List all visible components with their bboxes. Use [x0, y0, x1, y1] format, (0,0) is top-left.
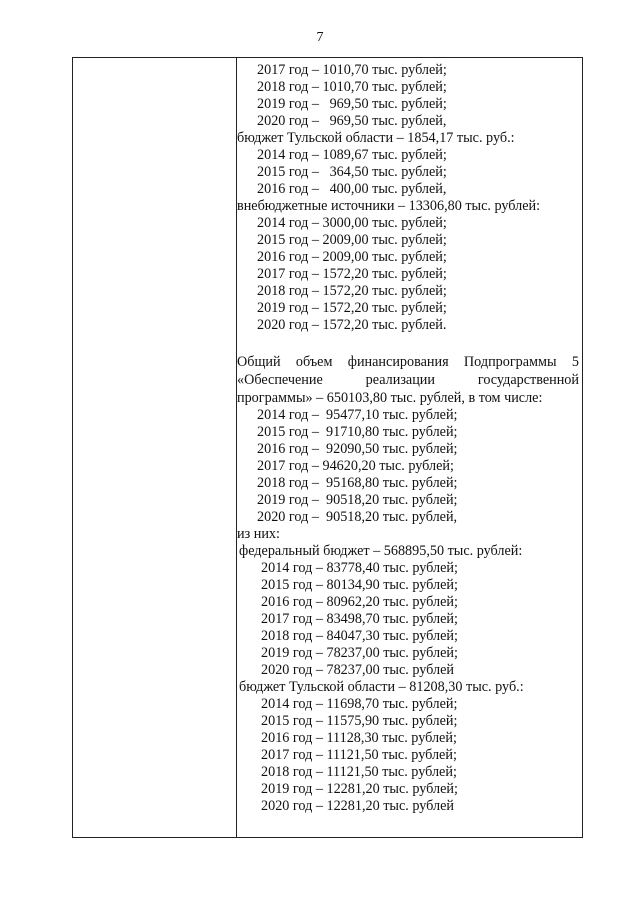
year-line: 2018 год – 84047,30 тыс. рублей;: [261, 628, 458, 644]
year-line: 2016 год – 80962,20 тыс. рублей;: [261, 594, 458, 610]
year-line: 2015 год – 2009,00 тыс. рублей;: [257, 232, 447, 248]
page-number: 7: [316, 30, 324, 45]
federal-budget-heading: федеральный бюджет – 568895,50 тыс. рублей:: [239, 543, 523, 559]
year-line: 2016 год – 11128,30 тыс. рублей;: [261, 730, 457, 746]
year-line: 2016 год – 92090,50 тыс. рублей;: [257, 441, 458, 457]
year-line: 2020 год – 12281,20 тыс. рублей: [261, 798, 454, 814]
year-line: 2016 год – 2009,00 тыс. рублей;: [257, 249, 447, 265]
subprogram-paragraph-line: программы» – 650103,80 тыс. рублей, в том числе:: [237, 390, 543, 406]
subprogram-paragraph-line: Общий объем финансирования Подпрограммы 5: [237, 354, 579, 370]
year-line: 2020 год – 90518,20 тыс. рублей,: [257, 509, 458, 525]
year-line: 2015 год – 364,50 тыс. рублей;: [257, 164, 447, 180]
year-line: 2019 год – 90518,20 тыс. рублей;: [257, 492, 458, 508]
year-line: 2014 год – 83778,40 тыс. рублей;: [261, 560, 458, 576]
year-line: 2014 год – 95477,10 тыс. рублей;: [257, 407, 458, 423]
regional-budget-heading: бюджет Тульской области – 81208,30 тыс. руб.:: [239, 679, 524, 695]
year-line: 2015 год – 80134,90 тыс. рублей;: [261, 577, 458, 593]
year-line: 2019 год – 969,50 тыс. рублей;: [257, 96, 447, 112]
year-line: 2018 год – 95168,80 тыс. рублей;: [257, 475, 458, 491]
year-line: 2014 год – 3000,00 тыс. рублей;: [257, 215, 447, 231]
year-line: 2019 год – 1572,20 тыс. рублей;: [257, 300, 447, 316]
year-line: 2020 год – 78237,00 тыс. рублей: [261, 662, 454, 678]
year-line: 2020 год – 969,50 тыс. рублей,: [257, 113, 447, 129]
year-line: 2018 год – 1010,70 тыс. рублей;: [257, 79, 447, 95]
year-line: 2019 год – 12281,20 тыс. рублей;: [261, 781, 458, 797]
year-line: 2017 год – 94620,20 тыс. рублей;: [257, 458, 454, 474]
year-line: 2015 год – 11575,90 тыс. рублей;: [261, 713, 458, 729]
year-line: 2016 год – 400,00 тыс. рублей,: [257, 181, 447, 197]
year-line: 2017 год – 11121,50 тыс. рублей;: [261, 747, 457, 763]
year-line: 2017 год – 1010,70 тыс. рублей;: [257, 62, 447, 78]
offbudget-heading: внебюджетные источники – 13306,80 тыс. рублей:: [237, 198, 541, 214]
year-line: 2017 год – 83498,70 тыс. рублей;: [261, 611, 458, 627]
financing-table: [72, 57, 583, 838]
year-line: 2018 год – 11121,50 тыс. рублей;: [261, 764, 457, 780]
year-line: 2018 год – 1572,20 тыс. рублей;: [257, 283, 447, 299]
table-left-column: [73, 58, 237, 837]
regional-budget-heading: бюджет Тульской области – 1854,17 тыс. руб.:: [237, 130, 515, 146]
table-right-column: [237, 58, 582, 837]
year-line: 2015 год – 91710,80 тыс. рублей;: [257, 424, 458, 440]
year-line: 2017 год – 1572,20 тыс. рублей;: [257, 266, 447, 282]
subprogram-paragraph-line: «Обеспечение реализации государственной: [237, 372, 579, 388]
year-line: 2020 год – 1572,20 тыс. рублей.: [257, 317, 447, 333]
year-line: 2014 год – 11698,70 тыс. рублей;: [261, 696, 458, 712]
year-line: 2014 год – 1089,67 тыс. рублей;: [257, 147, 447, 163]
year-line: 2019 год – 78237,00 тыс. рублей;: [261, 645, 458, 661]
of-them-label: из них:: [237, 526, 280, 542]
